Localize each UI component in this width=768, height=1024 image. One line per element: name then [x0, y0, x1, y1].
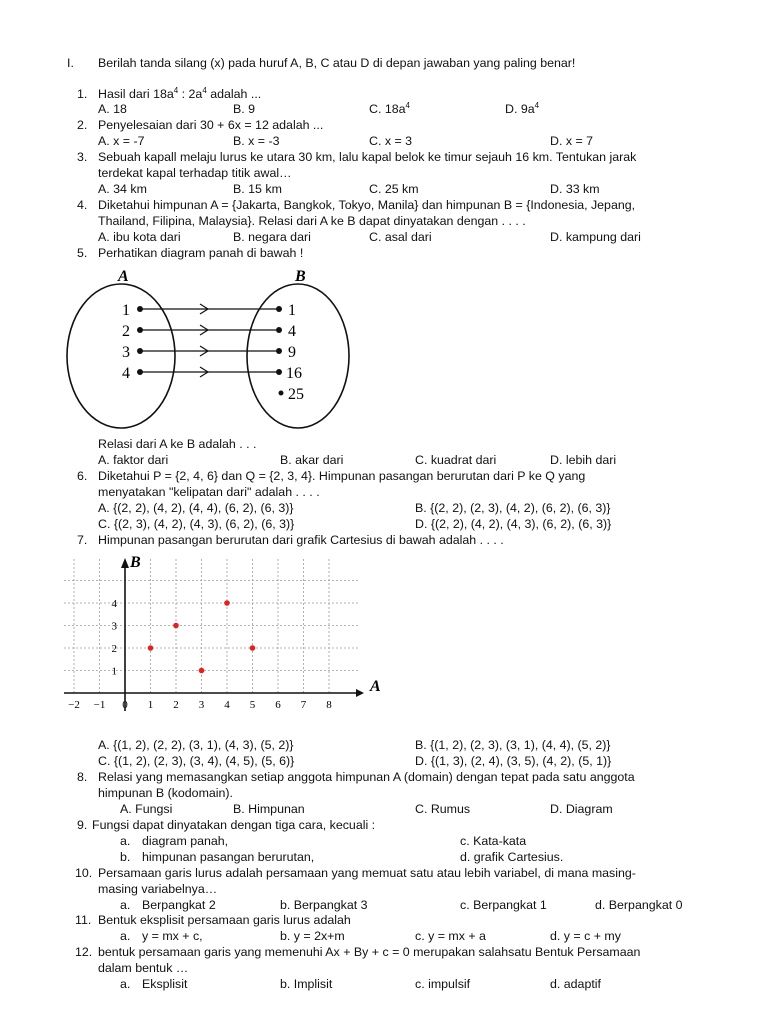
q3-option-a: A. 34 km: [98, 182, 147, 196]
set-a-element-2: 2: [122, 323, 130, 340]
q5-option-c: C. kuadrat dari: [415, 453, 497, 467]
q4-option-a: A. ibu kota dari: [98, 230, 181, 244]
q10-option-a: Berpangkat 2: [142, 898, 216, 912]
q11-option-d: d. y = c + my: [550, 929, 621, 943]
q1-option-d: D. $9a^4$: [505, 101, 540, 116]
q9-option-a-key: a.: [120, 834, 131, 848]
q11-number: 11.: [75, 913, 92, 927]
x-tick-label: 4: [224, 699, 230, 711]
set-b-element-5: 25: [288, 386, 304, 403]
x-tick-label: 3: [198, 699, 205, 711]
q1-option-c: C. $18a^4$: [369, 101, 410, 116]
q9-option-c: c. Kata-kata: [460, 834, 527, 848]
q3-number: 3.: [77, 150, 88, 164]
arrows: [140, 304, 279, 377]
q11-option-c: c. y = mx + a: [415, 929, 486, 943]
x-tick-label: 0: [122, 699, 128, 711]
q4-option-c: C. asal dari: [369, 230, 432, 244]
q12-option-a: Eksplisit: [142, 977, 188, 991]
q6-line1: Diketahui P = {2, 4, 6} dan Q = {2, 3, 4}. Himpunan pasangan berurutan dari P ke Q yang: [98, 469, 586, 483]
q2-option-a: A. x = -7: [98, 134, 145, 148]
q1-number: 1.: [77, 87, 88, 101]
q5-option-d: D. lebih dari: [550, 453, 617, 467]
set-a-element-3: 3: [122, 344, 130, 361]
q7-option-a: A. {(1, 2), (2, 2), (3, 1), (4, 3), (5, 2)}: [98, 738, 294, 752]
q7-option-c: C. {(1, 2), (2, 3), (3, 4), (4, 5), (5, 6)}: [98, 754, 295, 768]
y-tick-label: 4: [111, 598, 117, 610]
y-axis-label: B: [130, 554, 141, 571]
q8-option-b: B. Himpunan: [233, 802, 305, 816]
q11-option-b: b. y = 2x+m: [280, 929, 345, 943]
q3-line1: Sebuah kapall melaju lurus ke utara 30 km, lalu kapal belok ke timur sejauh 16 km. Tentukan jarak: [98, 150, 637, 164]
q6-line2: menyatakan "kelipatan dari" adalah . . . .: [98, 485, 320, 499]
q11-option-a-key: a.: [120, 929, 131, 943]
x-axis-arrowhead: [356, 689, 364, 697]
chart-axes: [64, 558, 364, 711]
q10-line2: masing variabelnya…: [98, 882, 218, 896]
x-tick-label: 1: [147, 699, 154, 711]
set-b-oval: [247, 284, 349, 428]
q4-option-b: B. negara dari: [233, 230, 311, 244]
q2-number: 2.: [77, 118, 88, 132]
q12-option-d: d. adaptif: [550, 977, 601, 991]
q11-option-a: y = mx + c,: [142, 929, 203, 943]
x-tick-label: 2: [173, 699, 179, 711]
q2-option-b: B. x = -3: [233, 134, 280, 148]
x-tick-label: 8: [326, 699, 332, 711]
q6-option-a: A. {(2, 2), (4, 2), (4, 4), (6, 2), (6, 3)}: [98, 501, 294, 515]
q2-option-d: D. x = 7: [550, 134, 594, 148]
set-b-element-2: 4: [288, 323, 296, 340]
q4-line2: Thailand, Filipina, Malaysia}. Relasi dari A ke B dapat dinyatakan dengan . . . .: [98, 214, 526, 228]
q5-text: Perhatikan diagram panah di bawah !: [98, 246, 304, 260]
cartesian-chart: [60, 550, 390, 720]
q12-option-b: b. Implisit: [280, 977, 333, 991]
set-b-element-4: 16: [286, 365, 302, 382]
q6-option-c: C. {(2, 3), (4, 2), (4, 3), (6, 2), (6, 3)}: [98, 517, 295, 531]
q3-line2: terdekat kapal terhadap titik awal…: [98, 166, 292, 180]
q2-text: Penyelesaian dari 30 + 6x = 12 adalah ...: [98, 118, 324, 132]
x-tick-label: 6: [275, 699, 281, 711]
q5-number: 5.: [77, 246, 88, 260]
y-tick-label: 3: [111, 620, 117, 633]
q10-number: 10.: [75, 866, 93, 880]
section-number: I.: [67, 56, 74, 70]
set-b-element-3: 9: [288, 344, 296, 361]
q7-number: 7.: [77, 533, 88, 547]
q4-number: 4.: [77, 198, 88, 212]
set-a-oval: [67, 284, 175, 428]
set-a-label: A: [118, 268, 129, 285]
x-tick-label: 7: [300, 699, 307, 711]
q7-option-d: D. {(1, 3), (2, 4), (3, 5), (4, 2), (5, 1)}: [415, 754, 612, 768]
data-point: [224, 600, 230, 606]
q12-line1: bentuk persamaan garis yang memenuhi Ax + By + c = 0 merupakan salahsatu Bentuk Persamaan: [98, 945, 641, 959]
q3-option-c: C. 25 km: [369, 182, 419, 196]
x-tick-label: 5: [249, 699, 256, 711]
x-tick-label: −1: [93, 699, 106, 711]
section-instruction: Berilah tanda silang (x) pada huruf A, B, C atau D di depan jawaban yang paling benar!: [98, 56, 576, 70]
q3-option-b: B. 15 km: [233, 182, 282, 196]
q5-option-b: B. akar dari: [280, 453, 344, 467]
q9-number: 9.: [77, 818, 88, 832]
q9-option-b-key: b.: [120, 850, 131, 864]
set-a-element-4: 4: [122, 365, 130, 382]
q8-option-d: D. Diagram: [550, 802, 613, 816]
q8-option-c: C. Rumus: [415, 802, 471, 816]
q7-option-b: B. {(1, 2), (2, 3), (3, 1), (4, 4), (5, 2)}: [415, 738, 611, 752]
q1-text: Hasil dari $18a^4$ : $2a^4$ adalah ...: [98, 86, 262, 101]
y-axis-arrowhead: [121, 558, 129, 568]
x-tick-label: −2: [68, 699, 80, 711]
data-point: [199, 668, 205, 674]
y-tick-label: 1: [111, 665, 117, 678]
q6-option-d: D. {(2, 2), (4, 2), (4, 3), (6, 2), (6, 3)}: [415, 517, 612, 531]
data-point: [148, 645, 154, 651]
q10-option-d: d. Berpangkat 0: [595, 898, 683, 912]
q2-option-c: C. x = 3: [369, 134, 413, 148]
q8-option-a: A. Fungsi: [120, 802, 173, 816]
set-b-label: B: [295, 268, 306, 285]
set-b-dots: [276, 306, 284, 396]
data-point: [173, 623, 179, 629]
q9-option-b: himpunan pasangan berurutan,: [142, 850, 315, 864]
q11-text: Bentuk eksplisit persamaan garis lurus adalah: [98, 913, 351, 927]
q8-number: 8.: [77, 770, 88, 784]
data-point: [250, 645, 256, 651]
q1-option-b: B. 9: [233, 102, 256, 116]
y-tick-label: 2: [111, 643, 117, 655]
q10-option-a-key: a.: [120, 898, 131, 912]
q4-option-d: D. kampung dari: [550, 230, 641, 244]
q1-option-a: A. 18: [98, 102, 127, 116]
q9-text: Fungsi dapat dinyatakan dengan tiga cara, kecuali :: [92, 818, 376, 832]
set-a-dots: [137, 306, 143, 375]
q10-option-c: c. Berpangkat 1: [460, 898, 547, 912]
q12-option-c: c. impulsif: [415, 977, 471, 991]
set-b-element-1: 1: [288, 302, 296, 319]
q5-stem: Relasi dari A ke B adalah . . .: [98, 437, 257, 451]
q4-line1: Diketahui himpunan A = {Jakarta, Bangkok, Tokyo, Manila} dan himpunan B = {Indonesia, Jepang,: [98, 198, 636, 212]
q7-text: Himpunan pasangan berurutan dari grafik Cartesius di bawah adalah . . . .: [98, 533, 504, 547]
q10-line1: Persamaan garis lurus adalah persamaan yang memuat satu atau lebih variabel, di mana masing-: [98, 866, 636, 880]
q8-line2: himpunan B (kodomain).: [98, 786, 233, 800]
q10-option-b: b. Berpangkat 3: [280, 898, 368, 912]
x-axis-label: A: [370, 678, 381, 695]
q9-option-a: diagram panah,: [142, 834, 229, 848]
q6-option-b: B. {(2, 2), (2, 3), (4, 2), (6, 2), (6, 3)}: [415, 501, 611, 515]
q12-number: 12.: [75, 945, 93, 959]
q8-line1: Relasi yang memasangkan setiap anggota himpunan A (domain) dengan tepat pada satu anggota: [98, 770, 635, 784]
chart-grid: [64, 558, 360, 693]
q6-number: 6.: [77, 469, 88, 483]
q12-option-a-key: a.: [120, 977, 131, 991]
q12-line2: dalam bentuk …: [98, 961, 189, 975]
q5-option-a: A. faktor dari: [98, 453, 169, 467]
q9-option-d: d. grafik Cartesius.: [460, 850, 564, 864]
arrow-diagram: [60, 262, 360, 432]
set-a-element-1: 1: [122, 302, 130, 319]
q3-option-d: D. 33 km: [550, 182, 600, 196]
